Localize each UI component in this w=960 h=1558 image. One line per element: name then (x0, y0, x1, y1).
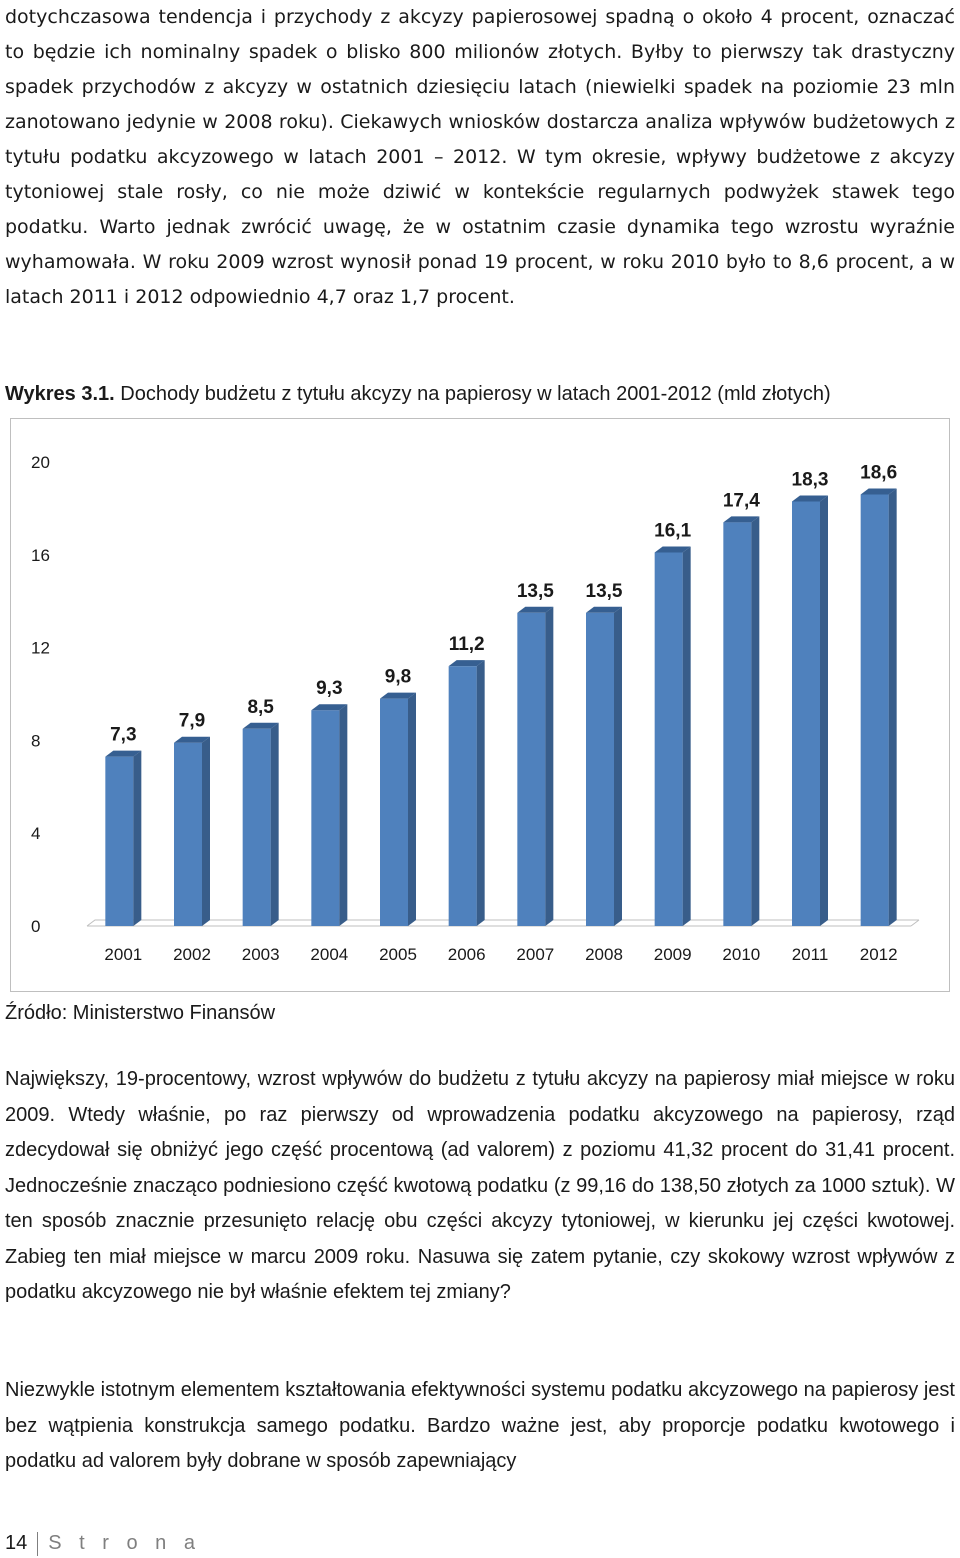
x-tick-label: 2012 (859, 945, 898, 964)
bar (311, 710, 339, 926)
chart-floor-side (911, 920, 919, 926)
bar-value-label: 16,1 (654, 520, 692, 542)
bar-value-label: 7,3 (110, 724, 137, 746)
chart-frame (10, 418, 950, 992)
bar-value-label: 7,9 (178, 710, 206, 732)
bar (586, 613, 614, 926)
bar-value-label: 13,5 (516, 580, 554, 602)
bar-side (133, 751, 141, 926)
x-tick-label: 2003 (241, 945, 280, 964)
page-word: S t r o n a (48, 1532, 201, 1554)
y-tick-label: 12 (31, 638, 50, 658)
bar-side (202, 737, 210, 926)
x-tick-label: 2001 (104, 945, 143, 964)
y-tick-label: 8 (31, 731, 41, 751)
bar (243, 729, 271, 926)
paragraph-construction: Niezwykle istotnym elementem kształtowania efektywności systemu podatku akcyzowego na papierosy jest bez wątpienia konstrukcja samego podatku. Bardzo ważne jest, aby proporcje podatku kwotowego i podatku ad valorem były dobrane w sposób zapewniający (5, 1379, 955, 1472)
x-tick-label: 2005 (379, 945, 417, 964)
figure-label: Wykres 3.1. (5, 383, 115, 405)
bar (174, 743, 202, 926)
bar (723, 522, 751, 926)
paragraph-intro: dotychczasowa tendencja i przychody z akcyzy papierosowej spadną o około 4 procent, oznaczać to będzie ich nominalny spadek o blisko 800 milionów złotych. Byłby to pierwszy tak drastyczny spadek przychodów z akcyzy w ostatnich dziesięciu latach (niewielki spadek na poziomie 23 mln zanotowano jedynie w 2008 roku). Ciekawych wniosków dostarcza analiza wpływów budżetowych z tytułu podatku akcyzowego w latach 2001 – 2012. W tym okresie, wpływy budżetowe z akcyzy tytoniowej stale rosły, co nie może dziwić w kontekście regularnych podwyżek stawek tego podatku. Warto jednak zwrócić uwagę, że w ostatnim czasie dynamika tego wzrostu wyraźnie wyhamowała. W roku 2009 wzrost wynosił ponad 19 procent, w roku 2010 było to 8,6 procent, a w latach 2011 i 2012 odpowiednio 4,7 oraz 1,7 procent. (5, 6, 955, 308)
bar-side (408, 693, 416, 926)
x-tick-label: 2004 (310, 945, 349, 964)
bar-side (545, 607, 553, 926)
bar-value-label: 8,5 (247, 696, 274, 718)
bar-side (683, 546, 691, 926)
bar-side (889, 488, 897, 926)
page-number: 14 (5, 1532, 28, 1554)
y-tick-label: 0 (31, 917, 41, 936)
bar-value-label: 9,8 (384, 666, 412, 688)
figure-caption (5, 379, 957, 409)
x-tick-label: 2011 (791, 945, 829, 964)
bar-side (477, 660, 485, 926)
bar-side (820, 495, 828, 926)
bar-value-label: 13,5 (585, 580, 623, 602)
bar-chart (11, 419, 949, 991)
x-tick-label: 2006 (447, 945, 486, 964)
bar (792, 501, 820, 926)
x-tick-label: 2008 (585, 945, 623, 964)
bar-value-label: 9,3 (316, 678, 343, 700)
bar-side (271, 723, 279, 926)
x-tick-label: 2010 (722, 945, 761, 964)
bar-side (614, 607, 622, 926)
bar (655, 552, 683, 926)
bar (861, 494, 889, 926)
page-footer (5, 1528, 201, 1558)
x-tick-label: 2007 (516, 945, 555, 964)
bar-side (339, 704, 347, 926)
footer-divider (37, 1532, 38, 1556)
figure-title: Dochody budżetu z tytułu akcyzy na papierosy w latach 2001-2012 (mld złotych) (114, 383, 831, 405)
y-tick-label: 20 (31, 453, 50, 472)
bar (449, 666, 477, 926)
paragraph-2009-change: Największy, 19-procentowy, wzrost wpływów do budżetu z tytułu akcyzy na papierosy miał miejsce w roku 2009. Wtedy właśnie, po raz pierwszy od wprowadzenia podatku akcyzowego na papierosy, rząd zdecydował się obniżyć jego część procentową (ad valorem) z poziomu 41,32 procent do 31,41 procent. Jednocześnie znacząco podniesiono część kwotową podatku (z 99,16 do 138,50 złotych za 1000 sztuk). W ten sposób znacznie przesunięto relację obu części akcyzy tytoniowej, w kierunku jej części kwotowej. Zabieg ten miał miejsce w marcu 2009 roku. Nasuwa się zatem pytanie, czy skokowy wzrost wpływów z podatku akcyzowego nie był właśnie efektem tej zmiany? (5, 1068, 955, 1303)
bar (517, 613, 545, 926)
bar-value-label: 17,4 (722, 490, 760, 512)
x-tick-label: 2009 (653, 945, 692, 964)
bar (105, 757, 133, 926)
bar-side (751, 516, 759, 926)
y-tick-label: 16 (31, 545, 50, 565)
x-tick-label: 2002 (173, 945, 211, 964)
source-note: Źródło: Ministerstwo Finansów (5, 1002, 276, 1024)
bar-value-label: 11,2 (448, 634, 485, 656)
bar-value-label: 18,6 (860, 462, 898, 484)
bar (380, 699, 408, 926)
y-tick-label: 4 (31, 824, 41, 844)
bar-value-label: 18,3 (791, 469, 829, 491)
